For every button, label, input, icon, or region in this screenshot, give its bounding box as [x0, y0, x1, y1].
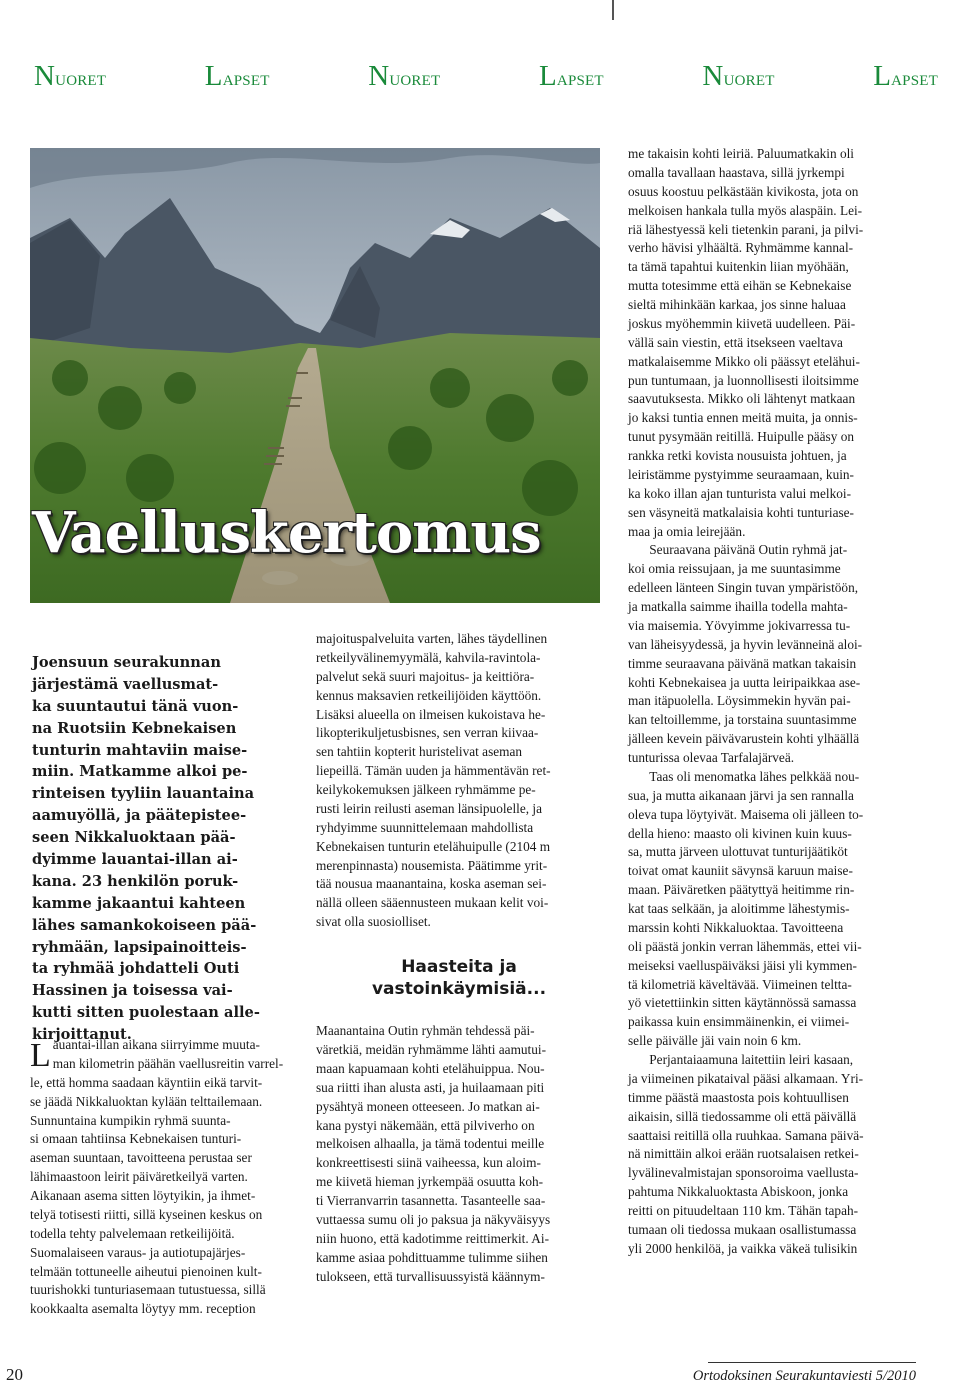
paragraph: Maanantaina Outin ryhmän tehdessä päi- väretkiä, meidän ryhmämme lähti aamutui- maan kapuamaan kohti etelähuippua. Nou- sua riitti ihan alusta asti, ja huilaamaan piti pysähtyä moneen otteeseen. Jo matkan ai- kana pystyi näkemään, että pilviverho on melkoisen alhaalla, ja tämä todentui meille konkreettisesti siinä vaiheessa, kun aloim- me kiivetä hieman jyrkempää osuutta koh- ti Vierranvarrin tasannetta. Tasanteelle saa- vuttaessa sumu oli jo paksua ja näkyväisyys niin huono, että kadotimme reittimerkit. Ai- kamme asiaa pohdittuamme tulimme siihen tulokseen, että turvallisuussyistä käännym-: [316, 1023, 551, 1284]
article-column-left: [30, 1036, 296, 1319]
paragraph: Perjantaiaamuna laitettiin leiri kasaan, ja viimeinen pikataival pääsi alkamaan. Yri- timme päästä maastosta pois kohtuullisen aikaisin, sillä tiedossamme oli että päivällä saattaisi reitillä olla ruuhkaa. Samana päivä- nä nimittäin alkoi erään ruotsalaisen retkei- lyvälinevalmistajan sponsoroima vaellusta- pahtuma Nikkaluoktasta Abiskoon, jonka reitti on pituudeltaan 110 km. Tähän tapah- tumaan oli tiedossa mukaan osallistumassa yli 2000 henkilöä, ja vaikka väkeä tulisikin: [628, 1052, 864, 1256]
header-word: Lapset: [873, 60, 938, 92]
footer-rule: [708, 1362, 916, 1363]
paragraph: Taas oli menomatka lähes pelkkää nou- sua, ja mutta aikanaan järvi ja sen rannalla oleva tupa löytyivät. Maisema oli jälleen to- della hieno: maasto oli kivinen kuin kuus- sa, mutta järveen ulottuvat tunturijäätiköt toivat omat kauniit sävynsä karuun maise- maan. Päiväretken päätyttyä heitimme rin- kat taas selkään, ja aloitimme lähestymis- marssin kohti Nikkaluoktaa. Tavoitteena oli päästä jonkin verran lähemmäs, ettei vii- meiseksi vaelluspäiväksi jäisi yli kymmen- tä kilometriä käveltävää. Viimeinen teltta- yö vietettiinkin sitten käytännössä samassa paikassa kuin ensimmäinenkin, ei viimei- selle päivälle jäi vain noin 6 km.: [628, 768, 864, 1049]
crop-mark: [612, 0, 614, 20]
article-column-right: [628, 145, 918, 1259]
paragraph: me takaisin kohti leiriä. Paluumatkakin oli omalla tavallaan haastava, sillä jyrkempi osuus koostuu pelkästään kivikosta, jota on melkoisen hankala tulla myös alaspäin. Lei- riä lähestyessä keli tietenkin parani, ja pilvi- verho hävisi ylhäältä. Ryhmämme kannal- ta tämä tapahtui kuitenkin liian myöhään, mutta totesimme että eihän se Kebnekaise sieltä mihinkään karkaa, jos sinne haluaa joskus myöhemmin kiivetä uudelleen. Päi- vällä sain viestin, että itsekseen vaeltava matkalaisemme Mikko oli päässyt etelähui- pun tuntumaan, ja luonnollisesti iloitsimme saavutuksesta. Mikko oli lähtenyt matkaan jo kaksi tuntia ennen meitä muita, ja onnis- tunut pysymään reitillä. Huipulle pääsy on rankka retki kovista nousuista johtuen, ja leiristämme pystyimme seuraamaan, kuin- ka koko illan ajan tunturista valui melkoi- sen väsyneitä matkalaisia kohti tunturiase- maa ja omia leirejään.: [628, 146, 864, 539]
page-number: 20: [6, 1365, 23, 1384]
article-headline: Vaelluskertomus: [32, 500, 541, 566]
paragraph-text: auantai-illan aikana siirryimme muuta- man kilometrin päähän vaellusreitin varrel- le, että homma saadaan käyntiin eikä tarvit- se jäädä Nikkaluoktan kylään telttailemaan.: [30, 1037, 284, 1109]
paragraph: [30, 1036, 296, 1112]
drop-cap: L: [30, 1037, 51, 1074]
header-word: Lapset: [204, 60, 270, 92]
publication-name: Ortodoksinen Seurakuntaviesti 5/2010: [692, 1368, 916, 1384]
paragraph: majoituspalveluita varten, lähes täydellinen retkeilyvälinemyymälä, kahvila-ravintola- palvelut sekä suuri majoitus- ja keittiöra- kennus maksavien retkeilijöiden käyttöön. Lisäksi alueella on ilmeisen kukoistava he- likopterikuljetusbisnes, sen verran kiivaa- sen tahtiin kopterit huristelivat aseman liepeillä. Tämän uuden ja hämmentävän ret- keilykokemuksen jälkeen ryhmämme pe- rusti leirin reilusti aseman länsipuolelle, ja ryhdyimme suunnittelemaan mahdollista Kebnekaisen tunturin etelähuipulle (2104 m merenpinnasta) nousemista. Päätimme yrit- tää nousua maanantaina, koska aseman sei- nällä olleen sääennusteen mukaan kelit voi- sivat olla suosiolliset.: [316, 631, 551, 930]
section-header: [34, 60, 938, 98]
article-lead: Joensuun seurakunnan järjestämä vaellusmat- ka suuntautui tänä vuon- na Ruotsiin Kebnekaisen tunturin mahtaviin maise- miin. Matkamme alkoi pe- rinteisen tyyliin lauantaina aamuyöllä, ja päätepistee- seen Nikkaluoktaan pää- dyimme lauantai-illan ai- kana. 23 henkilön poruk- kamme jakaantui kahteen lähes samankokoiseen pää- ryhmään, lapsipainoitteis- ta ryhmää johdatteli Outi Hassinen ja toisessa vai- kutti sitten puolestaan alle- kirjoittanut.: [32, 654, 260, 1044]
header-word: Nuoret: [34, 60, 107, 92]
paragraph: Seuraavana päivänä Outin ryhmä jat- koi omia reissujaan, ja me suuntasimme edelleen länteen Singin tuvan ympäristöön, ja matkalla saimme ihailla todella mahta- via maisemia. Yövyimme jokivarressa tu- van läheisyydessä, ja hyvin levänneinä aloi- timme seuraavana päivänä matkan takaisin kohti Kebnekaisea ja uutta leiripaikkaa ase- man itäpuolella. Löysimmekin hyvän pai- kan teltoillemme, ja torstaina suuntasimme jälleen kevein päivävarustein kohti ylhäällä tunturissa olevaa Tarfalajärveä.: [628, 542, 863, 765]
paragraph: Sunnuntaina kumpikin ryhmä suunta- si omaan tahtiinsa Kebnekaisen tunturi- aseman suuntaan, tavoitteena perustaa ser lähimaastoon leirit päiväretkeilyä varten. Aikanaan asema sitten löytyikin, ja ihmet- telyä totisesti riitti, sillä kyseinen keskus on todella tehty palvelemaan retkeilijöitä.: [30, 1112, 263, 1241]
header-word: Nuoret: [368, 60, 441, 92]
article-column-middle: [316, 630, 602, 1286]
section-subheading: Haasteita ja vastoinkäymisiä...: [371, 957, 547, 1000]
paragraph: Suomalaiseen varaus- ja autiotupajärjes- telmään tottuneelle aiheutui pienoinen kult- tuurishokki tunturiasemaan tutustuessa, sillä kookkaalta asemalta löytyy mm. reception: [30, 1244, 266, 1317]
header-word: Nuoret: [702, 60, 775, 92]
header-word: Lapset: [539, 60, 604, 92]
